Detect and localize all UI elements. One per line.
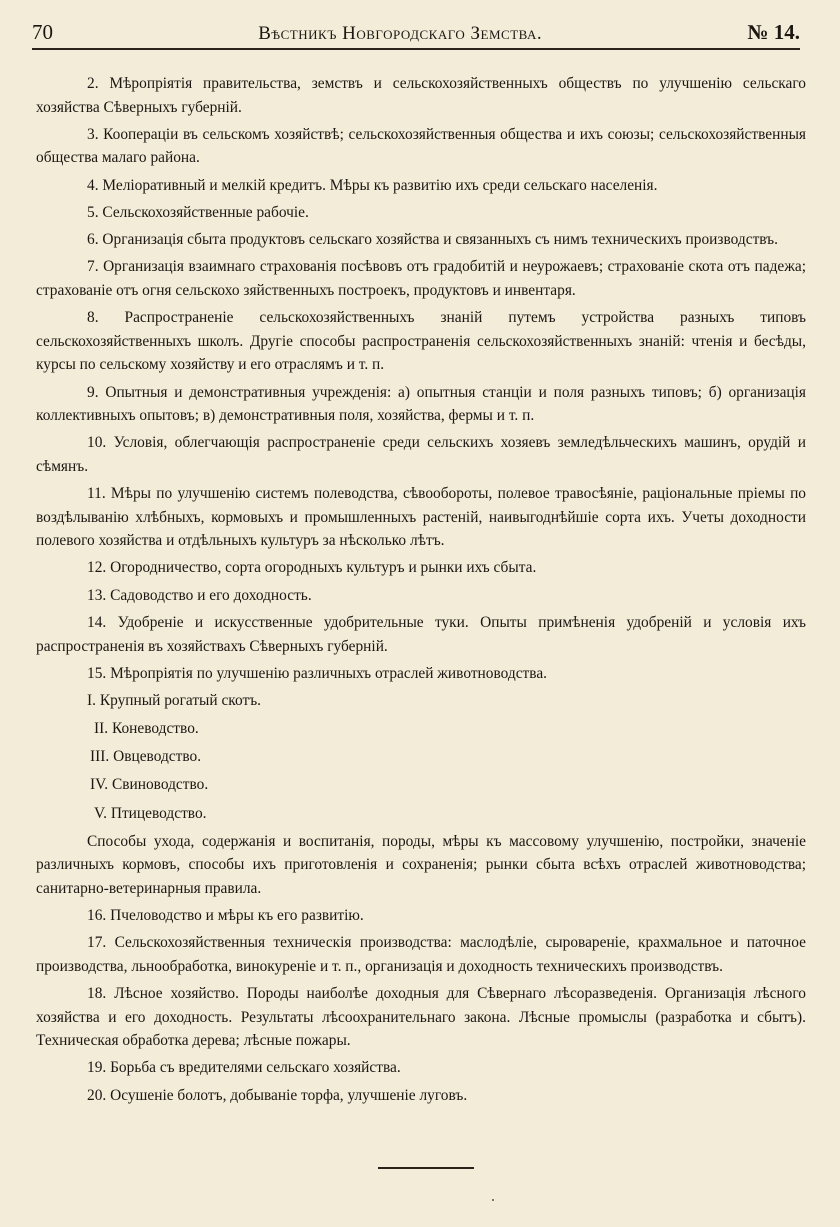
sub-item-numeral: IV. xyxy=(90,776,109,794)
journal-title: Вѣстникъ Новгородскаго Земства. xyxy=(258,23,543,44)
sub-item-poultry xyxy=(36,802,806,826)
list-item: 2. Мѣропріятія правительства, земствъ и сельскохозяйственныхъ обществъ по улучшенію сельскаго хозяйства Сѣверныхъ губерній. xyxy=(36,75,806,116)
list-item: 8. Распространеніе сельскохозяйственныхъ знаній путемъ устройства разныхъ типовъ сельскохозяйственныхъ школъ. Другіе способы распространенія сельскохозяйственныхъ знаній: чтенія и бесѣды, курсы по сельскому хозяйству и его отраслямъ и т. п. xyxy=(36,309,806,374)
page-number: 70 xyxy=(32,20,53,44)
list-item: 12. Огородничество, сорта огородныхъ культуръ и рынки ихъ сбыта. xyxy=(87,559,537,577)
sub-item-sheep xyxy=(36,745,806,769)
section-end-rule xyxy=(378,1167,474,1169)
list-item: 10. Условія, облегчающія распространеніе среди сельскихъ хозяевъ земледѣльческихъ машинъ, орудій и сѣмянъ. xyxy=(36,434,806,475)
livestock-methods-paragraph: Способы ухода, содержанія и воспитанія, породы, мѣры къ массовому улучшенію, постройки, значеніе различныхъ кормовъ, способы ихъ приготовленія и сохраненія; рынки сбыта всѣхъ отраслей животноводства; санитарно-ветеринарныя правила. xyxy=(36,832,806,897)
sub-item-text: Свиноводство. xyxy=(111,776,209,794)
sub-item-text: Коневодство. xyxy=(111,720,199,738)
list-item: 7. Организація взаимнаго страхованія посѣвовъ отъ градобитій и неурожаевъ; страхованіе скота отъ падежа; страхованіе отъ огня сельскохо зяйственныхъ построекъ, продуктовъ и инвентаря. xyxy=(36,258,806,299)
issue-number: № 14. xyxy=(747,20,800,44)
list-item: 6. Организація сбыта продуктовъ сельскаго хозяйства и связанныхъ съ нимъ техническихъ производствъ. xyxy=(87,231,778,249)
list-item: 3. Коопераціи въ сельскомъ хозяйствѣ; сельскохозяйственныя общества и ихъ союзы; сельскохозяйственныя общества малаго района. xyxy=(36,125,806,167)
sub-item-text: Птицеводство. xyxy=(110,804,207,822)
sub-item-text: Овцеводство. xyxy=(113,748,202,766)
list-item: 19. Борьба съ вредителями сельскаго хозяйства. xyxy=(87,1059,401,1077)
list-item: 20. Осушеніе болотъ, добываніе торфа, улучшеніе луговъ. xyxy=(87,1086,468,1104)
sub-item-cattle xyxy=(36,689,806,713)
sub-item-numeral: V. xyxy=(94,804,107,822)
list-item: 9. Опытныя и демонстративныя учрежденія: а) опытныя станціи и поля разныхъ типовъ; б) организація коллективныхъ опытовъ; в) демонстративныя поля, хозяйства, фермы и т. п. xyxy=(36,383,806,425)
sub-item-horses xyxy=(36,717,806,741)
sub-item-text: Крупный рогатый скотъ. xyxy=(99,692,262,710)
list-item: 17. Сельскохозяйственныя техническія производства: маслодѣліе, сыровареніе, крахмальное и паточное производства, льнообработка, винокуреніе и т. п., организація и доходность техническихъ производствъ. xyxy=(36,934,806,975)
list-item: 14. Удобреніе и искусственные удобрительные туки. Опыты примѣненія удобреній и условія ихъ распространенія въ хозяйствахъ Сѣверныхъ губерній. xyxy=(36,614,806,655)
running-header xyxy=(32,20,800,46)
list-item: 15. Мѣропріятія по улучшенію различныхъ отраслей животноводства. xyxy=(87,664,548,682)
header-rule xyxy=(32,48,800,50)
list-item: 13. Садоводство и его доходность. xyxy=(87,586,312,604)
list-item: 18. Лѣсное хозяйство. Породы наиболѣе доходныя для Сѣвернаго лѣсоразведенія. Организація лѣсного хозяйства и его доходность. Результаты лѣсоохранительнаго закона. Лѣсные промыслы (разработка и сбытъ). Техническая обработка дерева; лѣсные пожары. xyxy=(36,985,806,1050)
print-speck xyxy=(492,1199,494,1201)
list-item: 16. Пчеловодство и мѣры къ его развитію. xyxy=(87,906,364,924)
list-item: 5. Сельскохозяйственные рабочіе. xyxy=(87,203,309,221)
list-item: 11. Мѣры по улучшенію системъ полеводства, сѣвообороты, полевое травосѣяніе, раціональные пріемы по воздѣлыванію хлѣбныхъ, кормовыхъ и промышленныхъ растеній, наивыгоднѣйшіе сорта ихъ. Учеты доходности полевого хозяйства и отдѣльныхъ культуръ за нѣсколько лѣтъ. xyxy=(36,485,806,550)
sub-item-pigs xyxy=(36,773,806,797)
sub-item-numeral: II. xyxy=(94,720,109,738)
body-text xyxy=(36,72,806,1107)
sub-item-numeral: I. xyxy=(87,692,96,710)
list-item: 4. Меліоративный и мелкій кредитъ. Мѣры къ развитію ихъ среди сельскаго населенія. xyxy=(87,176,658,194)
sub-item-numeral: III. xyxy=(90,748,110,766)
